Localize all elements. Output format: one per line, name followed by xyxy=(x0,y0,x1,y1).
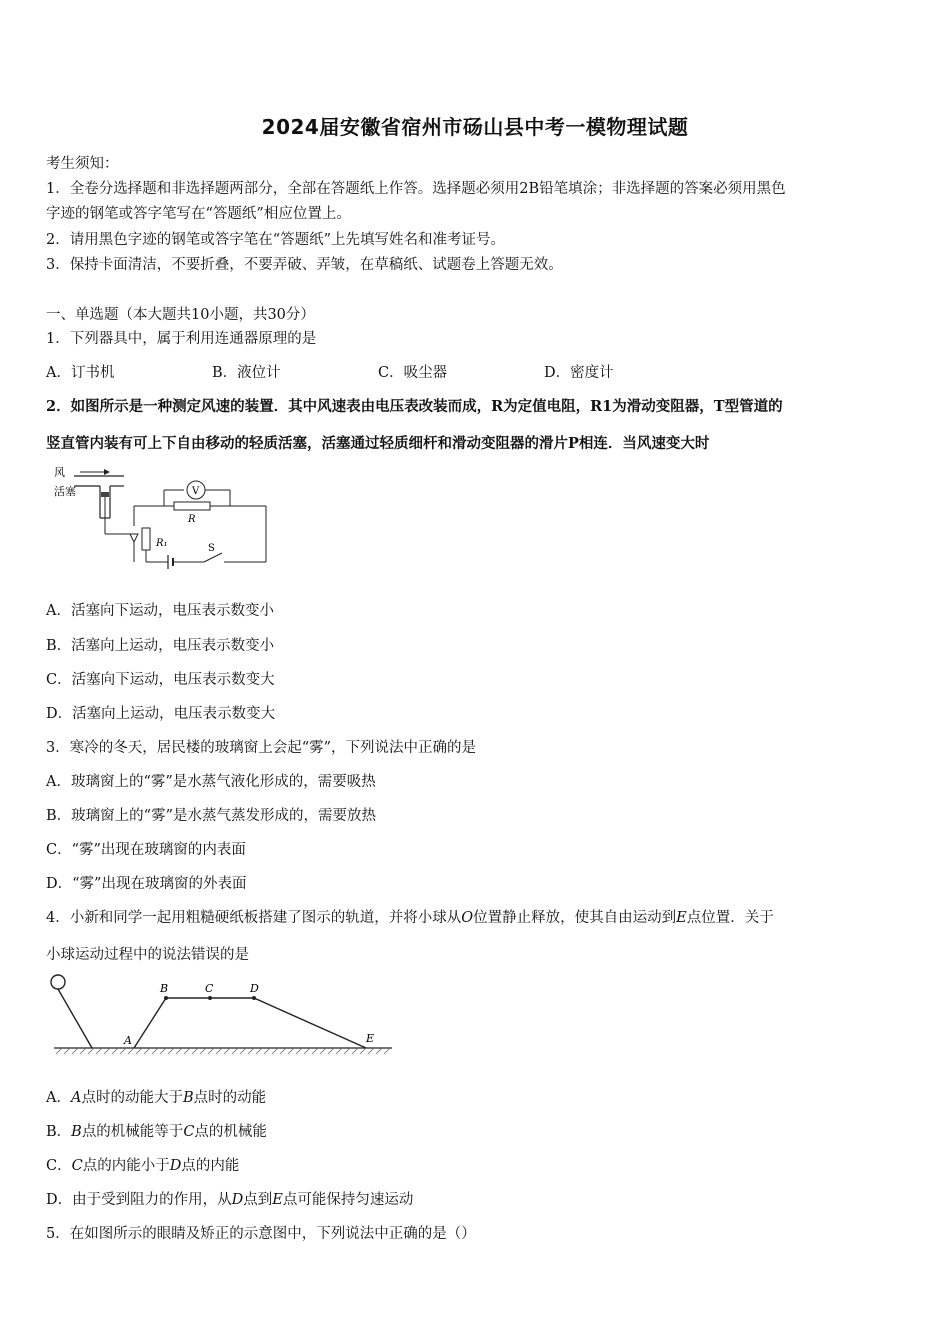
q4-option-d-text-2: 点到 xyxy=(243,1192,273,1208)
label-r: R xyxy=(188,514,196,525)
q4-option-c xyxy=(46,1154,239,1175)
q4-option-b-text-2: 点的机械能 xyxy=(194,1124,267,1140)
ball-shape xyxy=(51,975,65,989)
q2-option-a: A．活塞向下运动，电压表示数变小 xyxy=(46,603,274,619)
q1-option-c: C．吸尘器 xyxy=(378,365,448,381)
q4-point-e: E xyxy=(676,910,687,926)
label-r1: R₁ xyxy=(156,538,168,549)
q4-option-c-point-1: C xyxy=(71,1158,83,1174)
q2-option-b: B．活塞向上运动，电压表示数变小 xyxy=(46,638,275,654)
notice-item-3: 3．保持卡面清洁，不要折叠，不要弄破、弄皱，在草稿纸、试题卷上答题无效。 xyxy=(46,257,563,273)
q1-option-a: A．订书机 xyxy=(46,365,115,381)
q4-option-c-text-2: 点的内能 xyxy=(181,1158,240,1174)
q4-stem-text-2: 位置静止释放，使其自由运动到 xyxy=(473,910,677,926)
label-point-b: B xyxy=(160,982,169,995)
page-title: 2024届安徽省宿州市砀山县中考一模物理试题 xyxy=(261,115,689,139)
label-wind: 风 xyxy=(54,466,65,479)
q2-wind-speed-circuit-figure xyxy=(44,462,276,574)
q4-stem-text-1: 4．小新和同学一起用粗糙硬纸板搭建了图示的轨道，并将小球从 xyxy=(46,910,462,926)
q4-point-o: O xyxy=(461,910,474,926)
q4-option-a-point-2: B xyxy=(182,1090,194,1106)
q3-option-d: D．“雾”出现在玻璃窗的外表面 xyxy=(46,876,247,892)
label-point-a: A xyxy=(124,1034,132,1047)
section-heading: 一、单选题（本大题共10小题，共30分） xyxy=(46,307,315,323)
q4-option-c-text-1: 点的内能小于 xyxy=(82,1158,170,1174)
track-line xyxy=(134,998,366,1048)
q1-option-d: D．密度计 xyxy=(544,365,614,381)
q4-option-d xyxy=(46,1188,413,1209)
notice-item-2: 2．请用黑色字迹的钢笔或答字笔在“答题纸”上先填写姓名和准考证号。 xyxy=(46,232,506,248)
q4-stem-b: 小球运动过程中的说法错误的是 xyxy=(46,947,249,963)
label-point-d: D xyxy=(250,982,259,995)
label-piston: 活塞 xyxy=(54,485,76,498)
label-voltmeter: V xyxy=(192,486,200,497)
notice-heading: 考生须知： xyxy=(46,156,119,172)
q4-stem-text-3: 点位置．关于 xyxy=(686,910,774,926)
rheostat-r1-symbol xyxy=(142,528,150,550)
q2-stem-a: 2．如图所示是一种测定风速的装置．其中风速表由电压表改装而成，R为定值电阻，R1为滑动变阻器，T型管道的 xyxy=(46,398,783,415)
q3-option-b: B．玻璃窗上的“雾”是水蒸气蒸发形成的，需要放热 xyxy=(46,808,376,824)
q4-option-d-text-3: 点可能保持匀速运动 xyxy=(282,1192,414,1208)
q4-option-b-prefix: B． xyxy=(46,1124,72,1140)
switch-symbol xyxy=(204,553,222,562)
q4-option-d-text-1: D．由于受到阻力的作用，从 xyxy=(46,1192,232,1208)
label-switch: S xyxy=(208,543,215,554)
q4-track-figure xyxy=(44,970,400,1060)
q2-option-c: C．活塞向下运动，电压表示数变大 xyxy=(46,672,275,688)
q2-option-d: D．活塞向上运动，电压表示数变大 xyxy=(46,706,276,722)
label-point-e: E xyxy=(366,1032,375,1045)
q4-option-d-point-1: D xyxy=(231,1192,244,1208)
q1-stem: 1．下列器具中，属于利用连通器原理的是 xyxy=(46,331,317,347)
resistor-r-symbol xyxy=(174,502,210,510)
q4-stem-a xyxy=(46,906,774,927)
label-point-c: C xyxy=(205,982,214,995)
q4-option-c-prefix: C． xyxy=(46,1158,72,1174)
q5-stem: 5．在如图所示的眼睛及矫正的示意图中，下列说法中正确的是（） xyxy=(46,1226,476,1242)
q4-option-b-point-2: C xyxy=(183,1124,195,1140)
q3-option-a: A．玻璃窗上的“雾”是水蒸气液化形成的，需要吸热 xyxy=(46,774,376,790)
q4-option-b-text-1: 点的机械能等于 xyxy=(81,1124,184,1140)
q4-option-a-text-1: 点时的动能大于 xyxy=(81,1090,183,1106)
q3-stem: 3．寒冷的冬天，居民楼的玻璃窗上会起“雾”，下列说法中正确的是 xyxy=(46,740,477,756)
q4-option-a-text-2: 点时的动能 xyxy=(193,1090,267,1106)
q4-option-c-point-2: D xyxy=(169,1158,182,1174)
ground-hatching xyxy=(56,1048,390,1054)
q1-options xyxy=(46,361,666,381)
q4-option-a xyxy=(46,1086,266,1107)
q4-option-a-point-1: A xyxy=(70,1090,82,1106)
piston-shape xyxy=(101,492,109,497)
q4-option-b-point-1: B xyxy=(71,1124,82,1140)
notice-item-1a: 1．全卷分选择题和非选择题两部分，全部在答题纸上作答。选择题必须用2B铅笔填涂；非选择题的答案必须用黑色 xyxy=(46,181,786,197)
q2-stem-b: 竖直管内装有可上下自由移动的轻质活塞，活塞通过轻质细杆和滑动变阻器的滑片P相连．当风速变大时 xyxy=(46,435,710,452)
q4-option-b xyxy=(46,1120,267,1141)
q1-option-b: B．液位计 xyxy=(212,365,281,381)
q3-option-c: C．“雾”出现在玻璃窗的内表面 xyxy=(46,842,246,858)
notice-item-1b: 字迹的钢笔或答字笔写在“答题纸”相应位置上。 xyxy=(46,206,351,222)
q4-option-d-point-2: E xyxy=(272,1192,283,1208)
q4-option-a-prefix: A． xyxy=(46,1090,71,1106)
